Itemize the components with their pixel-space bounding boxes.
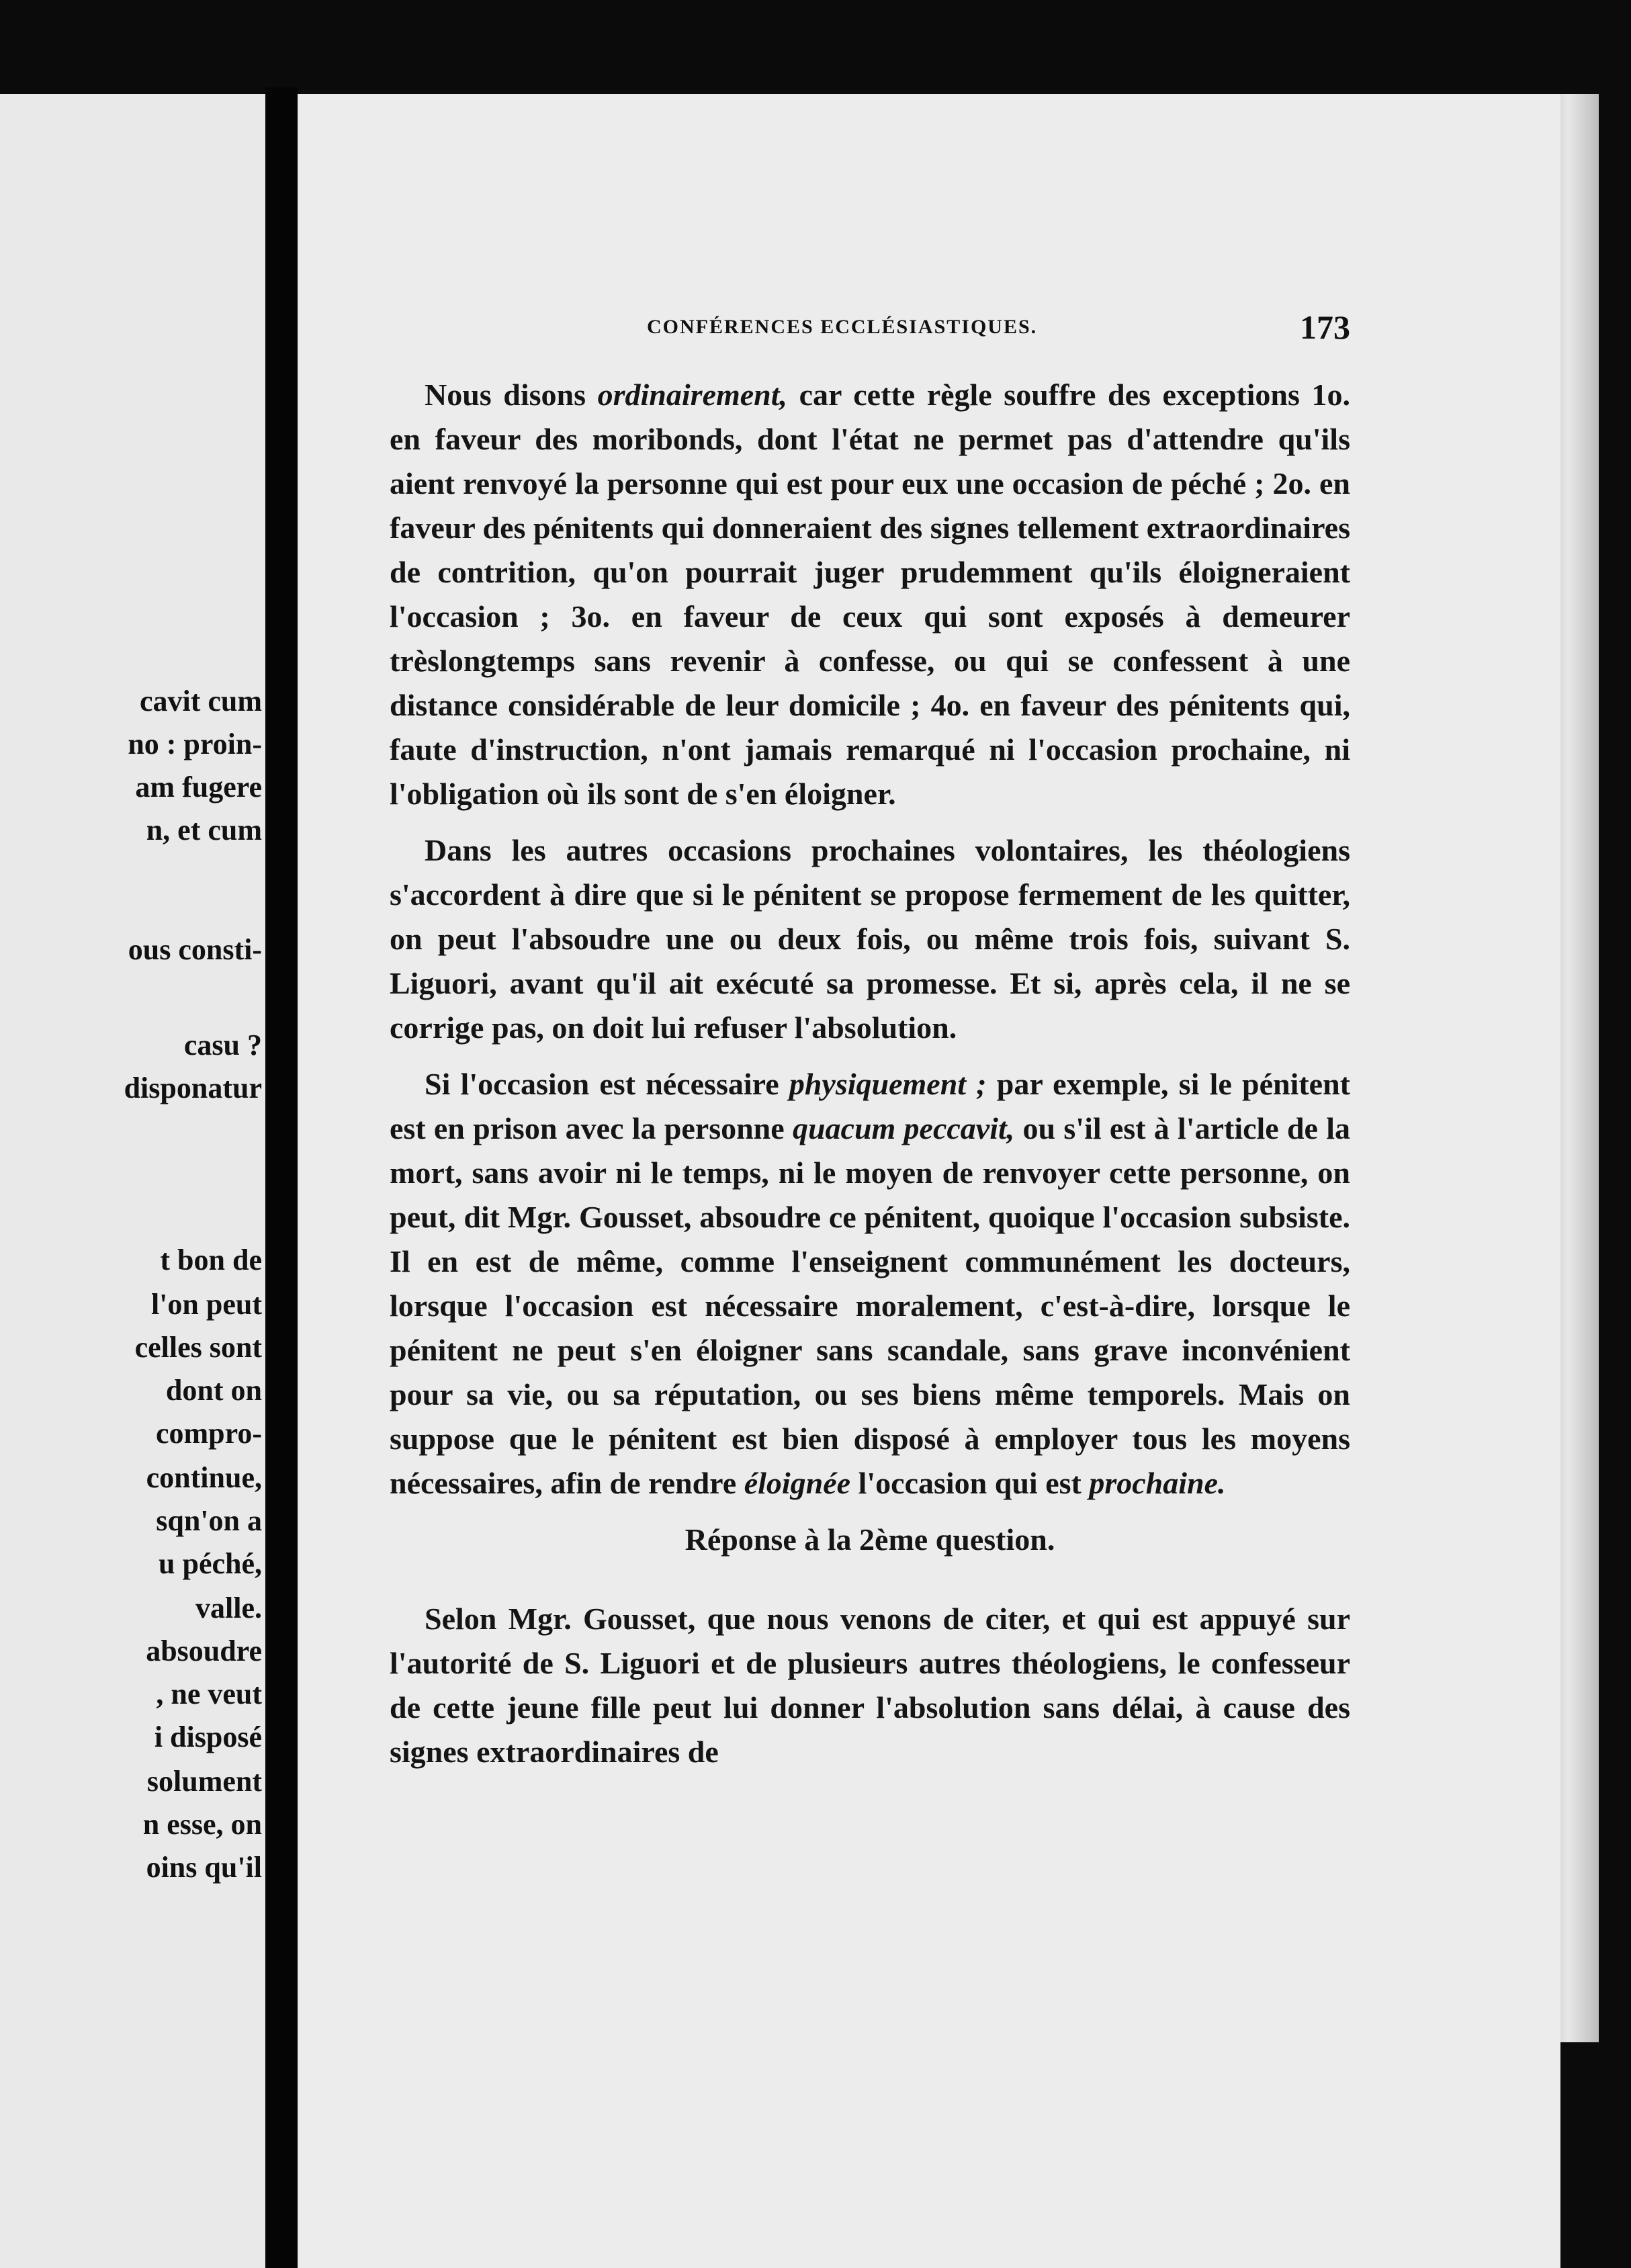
left-line: , ne veut [156,1677,262,1710]
paragraph-text: Nous disons [425,378,598,412]
paragraph-text: par exemple, si le pénitent est en prison avec la personne [390,1067,1350,1145]
paragraph [390,1062,1350,1506]
left-line: absoudre [146,1634,262,1667]
paragraph-text: l'occasion qui est [850,1466,1090,1500]
book-spine [265,87,298,2268]
left-line: no : proin- [128,728,262,760]
paragraph: Selon Mgr. Gousset, que nous venons de citer, et qui est appuyé sur l'autorité de S. Liguori et de plusieurs autres théologiens, le confesseur de cette jeune fille peut lui donner l'absolution sans délai, à cause des signes extraordinaires de [390,1602,1350,1769]
running-head: CONFÉRENCES ECCLÉSIASTIQUES. [647,316,1038,338]
paragraph-text: car cette règle souffre des exceptions 1o. en faveur des moribonds, dont l'état ne permet pas d'attendre qu'ils aient renvoyé la personne qui est pour eux une occasion de péché ; 2o. en faveur des pénitents qui donneraient des signes tellement extraordinaires de contrition, qu'on pourrait juger prudemment qu'ils éloigneraient l'occasion ; 3o. en faveur de ceux qui sont exposés à demeurer trèslongtemps sans revenir à confesse, ou qui se confessent à une distance considérable de leur domicile ; 4o. en faveur des pénitents qui, faute d'instruction, n'ont jamais remarqué ni l'occasion prochaine, ni l'obligation où ils sont de s'en éloigner. [390,378,1350,811]
paragraph: Dans les autres occasions prochaines volontaires, les théologiens s'accordent à dire que si le pénitent se propose fermement de les quitter, on peut l'absoudre une ou deux fois, ou même trois fois, suivant S. Liguori, avant qu'il ait exécuté sa promesse. Et si, après cela, il ne se corrige pas, on doit lui refuser l'absolution. [390,833,1350,1045]
left-line: n esse, on [142,1808,262,1841]
left-facing-page [0,94,265,2268]
left-line: compro- [155,1417,262,1450]
paragraph-text: Si l'occasion est nécessaire [425,1067,789,1101]
left-line: casu ? [183,1029,262,1061]
left-line: i disposé [154,1720,262,1753]
left-line: continue, [146,1461,262,1494]
page-number: 173 [1300,308,1350,346]
left-line: ous consti- [128,933,262,966]
left-line: sqn'on a [156,1504,262,1537]
left-line: celles sont [134,1331,262,1364]
left-line: oins qu'il [146,1851,262,1884]
italic-phrase: éloignée [744,1466,851,1500]
left-line: dont on [165,1374,262,1407]
italic-phrase: quacum peccavit, [792,1111,1015,1145]
left-line: u péché, [159,1547,262,1580]
paragraph [390,373,1350,816]
italic-phrase: ordinairement, [597,378,788,412]
page-body [390,373,1350,1774]
left-line: l'on peut [150,1288,262,1321]
paragraph-text: ou s'il est à l'article de la mort, sans avoir ni le temps, ni le moyen de renvoyer cette personne, on peut, dit Mgr. Gousset, absoudre ce pénitent, quoique l'occasion subsiste. Il en est de même, comme l'enseignent communément les docteurs, lorsque l'occasion est nécessaire moralement, c'est-à-dire, lorsque le pénitent ne peut s'en éloigner sans scandale, sans grave inconvénient pour sa vie, ou sa réputation, ou ses biens même temporels. Mais on suppose que le pénitent est bien disposé à employer tous les moyens nécessaires, afin de rendre [390,1111,1351,1500]
left-line: am fugere [135,771,262,803]
italic-phrase: prochaine. [1089,1466,1226,1500]
left-line: n, et cum [146,814,262,846]
left-line: solument [146,1765,262,1798]
left-line: cavit cum [139,685,262,717]
italic-phrase: physiquement ; [789,1067,987,1101]
left-line: disponatur [124,1072,262,1104]
left-line: t bon de [160,1244,262,1276]
left-line: valle. [195,1591,262,1624]
section-title: Réponse à la 2ème question. [685,1522,1055,1557]
